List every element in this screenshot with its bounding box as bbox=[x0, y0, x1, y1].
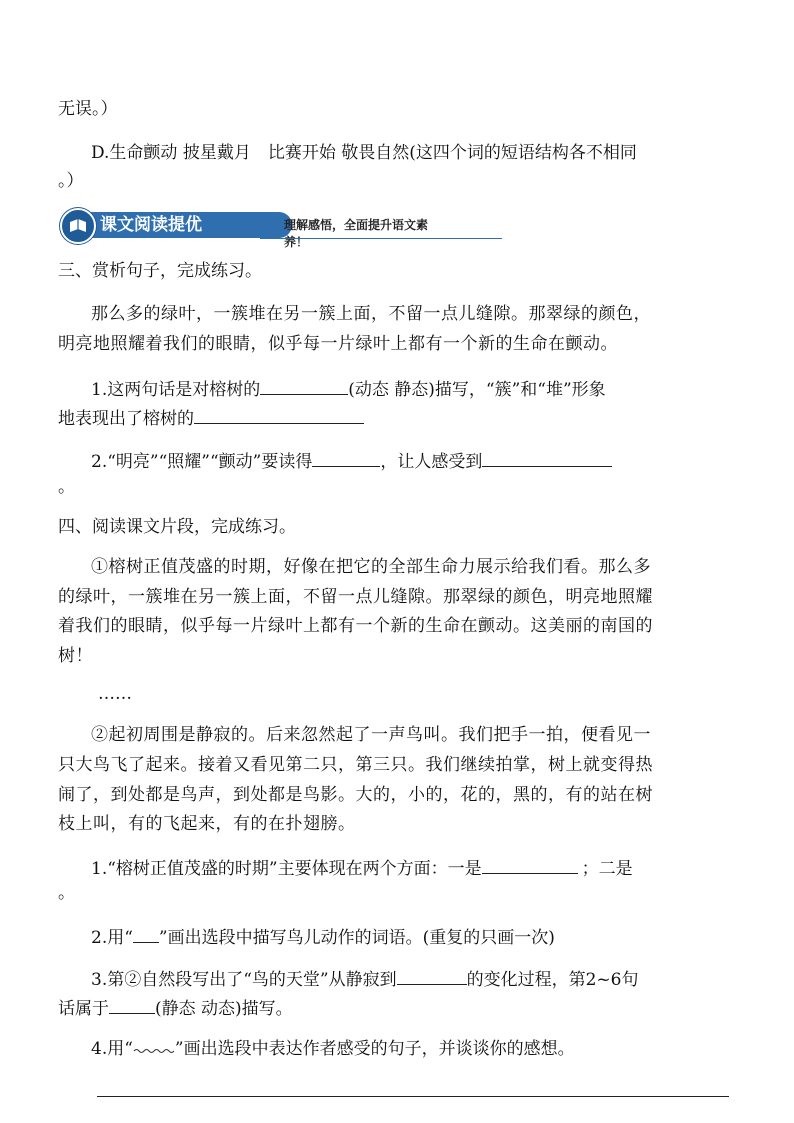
answer-blank[interactable] bbox=[482, 448, 612, 467]
section4-para2-line2: 只大鸟飞了起来。接着又看见第二只，第三只。我们继续拍掌，树上就变得热 bbox=[58, 755, 653, 775]
s4-q3-text-a: 3.第②自然段写出了“鸟的天堂”从静寂到 bbox=[91, 970, 397, 990]
q2-text-a: 2.“明亮”“照耀”“颤动”要读得 bbox=[91, 452, 313, 472]
section3-q2-line2: 。 bbox=[58, 477, 75, 497]
section3-passage-line1: 那么多的绿叶，一簇堆在另一簇上面，不留一点儿缝隙。那翠绿的颜色， bbox=[91, 304, 651, 324]
top-continuation: 无误。） bbox=[58, 99, 118, 119]
section4-q4-line bbox=[91, 1038, 794, 1060]
straight-underline-sample bbox=[133, 924, 159, 943]
section3-heading: 三、赏析句子，完成练习。 bbox=[58, 261, 262, 281]
option-d-line1: D.生命颤动 披星戴月 比赛开始 敬畏自然(这四个词的短语结构各不相同 bbox=[91, 143, 637, 163]
section4-para1-line3: 着我们的眼睛，似乎每一片绿叶上都有一个新的生命在颤动。这美丽的南国的 bbox=[58, 616, 653, 636]
answer-blank[interactable] bbox=[194, 405, 364, 424]
banner-underline bbox=[260, 238, 502, 239]
answer-blank[interactable] bbox=[397, 966, 467, 985]
answer-line[interactable] bbox=[97, 1096, 729, 1097]
answer-blank[interactable] bbox=[482, 855, 578, 874]
answer-blank[interactable] bbox=[109, 995, 155, 1014]
section3-q1-line1 bbox=[91, 376, 794, 401]
banner-title: 课文阅读提优 bbox=[70, 212, 292, 238]
option-d-line2: 。） bbox=[58, 171, 84, 191]
section4-q2-line bbox=[91, 924, 794, 949]
s4-q3-text-c: 话属于 bbox=[58, 999, 109, 1019]
s4-q1-text-a: 1.“榕树正值茂盛的时期”主要体现在两个方面：一是 bbox=[91, 859, 482, 879]
answer-blank[interactable] bbox=[312, 448, 380, 467]
q1-text-a: 1.这两句话是对榕树的 bbox=[91, 380, 261, 400]
section4-q3-line1 bbox=[91, 966, 794, 991]
section4-q1-line2: 。 bbox=[58, 883, 75, 903]
q2-text-b: ，让人感受到 bbox=[380, 452, 483, 472]
s4-q1-text-b: ；二是 bbox=[581, 859, 633, 879]
s4-q2-text-a: 2.用“ bbox=[91, 928, 133, 948]
s4-q2-text-b: ”画出选段中描写鸟儿动作的词语。(重复的只画一次) bbox=[158, 928, 555, 948]
section-banner bbox=[60, 208, 440, 249]
wavy-underline-sample bbox=[133, 1040, 175, 1054]
section4-q1-line1 bbox=[91, 855, 794, 880]
s4-q3-text-b: 的变化过程，第2~6句 bbox=[466, 970, 639, 990]
answer-blank[interactable] bbox=[260, 376, 348, 395]
section4-para1-line4: 树！ bbox=[58, 646, 93, 666]
q1-text-c: 地表现出了榕树的 bbox=[58, 409, 194, 429]
section3-q2-line1 bbox=[91, 448, 794, 473]
section3-passage-line2: 明亮地照耀着我们的眼睛，似乎每一片绿叶上都有一个新的生命在颤动。 bbox=[58, 334, 618, 354]
banner-tagline: 理解感悟，全面提升语文素养！ bbox=[284, 218, 429, 249]
book-icon bbox=[60, 208, 96, 244]
s4-q3-text-d: (静态 动态)描写。 bbox=[155, 999, 293, 1019]
section4-para1-line2: 的绿叶，一簇堆在另一簇上面，不留一点儿缝隙。那翠绿的颜色，明亮地照耀 bbox=[58, 587, 653, 607]
s4-q4-text-a: 4.用“ bbox=[91, 1039, 133, 1059]
section3-q1-line2 bbox=[58, 405, 794, 430]
section4-q3-line2 bbox=[58, 995, 794, 1020]
q1-text-b: (动态 静态)描写，“簇”和“堆”形象 bbox=[348, 380, 606, 400]
section4-para1-line1: ①榕树正值茂盛的时期，好像在把它的全部生命力展示给我们看。那么多 bbox=[91, 557, 651, 577]
section4-para2-line3: 闹了，到处都是鸟声，到处都是鸟影。大的，小的，花的，黑的，有的站在树 bbox=[58, 785, 653, 805]
section4-ellipsis: …… bbox=[98, 684, 132, 704]
section4-para2-line4: 枝上叫，有的飞起来，有的在扑翅膀。 bbox=[58, 814, 356, 834]
section4-heading: 四、阅读课文片段，完成练习。 bbox=[58, 517, 296, 537]
section4-para2-line1: ②起初周围是静寂的。后来忽然起了一声鸟叫。我们把手一拍，便看见一 bbox=[91, 725, 651, 745]
s4-q4-text-b: ”画出选段中表达作者感受的句子，并谈谈你的感想。 bbox=[174, 1039, 575, 1059]
